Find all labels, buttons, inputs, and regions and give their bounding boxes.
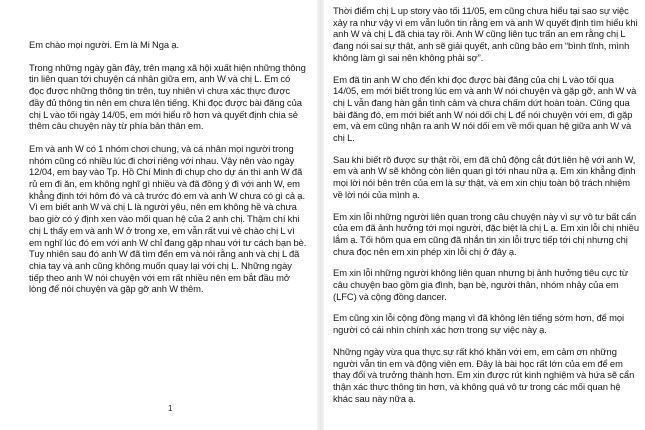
page-number: 1 [168,404,173,413]
apology-paragraph: Em xin lỗi những người liên quan trong câu chuyện này vì sự vô tư bất cẩn của em đã ảnh hưởng tới mọi người, đặc biệt là chị L ạ. Em xin lỗi chị nhiều lắm ạ. Tối hôm qua em cũng đã nhắn tin xin lỗi trực tiếp tới chị nhưng chị chưa đọc nên em xin phép xin lỗi chị ở đây ạ. [333,210,639,257]
story-paragraph: Em và anh W có 1 nhóm chơi chung, và cá nhân mọi người trong nhóm cũng có nhiều lúc đi chơi riêng với nhau. Vậy nên vào ngày 12/04, em bay vào Tp. Hồ Chí Minh đi chụp cho dự án thì anh W đã rủ em đi ăn, em không nghĩ gì nhiều và đã đồng ý đi với anh W, em khẳng định tới hôm đó và cả trước đó em và anh W chưa có gì cả ạ. Vì em biết anh W và chị L là người yêu, nên em không hề và chưa bao giờ có ý định xen vào mối quan hệ của 2 anh chị. Thậm chí khi chị L thấy em và anh W ở trong xe, em vẫn rất vui vẻ chào chị L vì em nghĩ lúc đó em với anh W chỉ đang gặp nhau với tư cách bạn bè. Tuy nhiên sau đó anh W đã tìm đến em và nói rằng anh và chị L đã chia tay và anh cũng không muốn quay lại với chị L. Những ngày tiếp theo anh W nói chuyện với em rất nhiều nên em bắt đầu mở lòng để nói chuyện và gặp gỡ anh W thêm. [29,142,307,295]
apology-others-paragraph: Em xin lỗi những người không liên quan nhưng bị ảnh hưởng tiêu cực từ câu chuyện bao gồm gia đình, bạn bè, người thân, nhóm nhảy của em (LFC) và cộng đồng dancer. [333,267,629,302]
right-page [324,0,645,430]
story-paragraph-continued: Thời điểm chị L up story vào tối 11/05, em cũng chưa hiểu tại sao sự việc xảy ra như vậy vì em vẫn luôn tin rằng em và anh W quyết định tìm hiểu khi anh W và chị L đã chia tay rồi. Anh W cũng liên tục trấn an em rằng chị L đang nói sai sự thật, anh sẽ giải quyết, anh cũng bảo em “bình tĩnh, mình không làm gì sai nên không phải sợ”. [333,5,638,63]
apology-community-paragraph: Em cũng xin lỗi cộng đồng mạng vì đã không lên tiếng sớm hơn, để mọi người có cái nhìn chính xác hơn trong sự việc này ạ. [333,312,625,336]
intro-paragraph: Trong những ngày gần đây, trên mạng xã hội xuất hiện những thông tin liên quan tới chuyện cá nhân giữa em, anh W và chị L. Em có đọc được những thông tin trên, tuy nhiên vì chưa xác thực được đầy đủ thông tin nên em chưa lên tiếng. Khi đọc được bài đăng của chị L vào tối ngày 14/05, em mới hiểu rõ hơn và quyết định chia sẻ thêm câu chuyện này từ phía bản thân em. [29,61,306,132]
discovery-paragraph: Em đã tin anh W cho đến khi đọc được bài đăng của chị L vào tối qua 14/05, em mới biết trong lúc em và anh W nói chuyện và gặp gỡ, anh W và chị L vẫn đang hàn gắn tình cảm và chưa chấm dứt hoàn toàn. Cũng qua bài đăng đó, em mới biết anh W nói dối chị L để nói chuyện với em, đi gặp em, và em cũng nhận ra anh W nói dối em về mối quan hệ giữa anh W và chị L. [333,73,637,144]
greeting-paragraph: Em chào mọi người. Em là Mi Nga ạ. [29,39,180,50]
closing-paragraph: Những ngày vừa qua thực sự rất khó khăn với em, em cảm ơn những người vẫn tin em và động viên em. Đây là bài học rất lớn của em để em thay đổi và trưởng thành hơn. Em xin được rút kinh nghiệm và hứa sẽ cẩn thận xác thực thông tin hơn, và không quá vô tư trong các mối quan hệ khác sau này nữa ạ. [333,345,635,404]
page-gutter [317,0,324,430]
left-page [0,0,317,430]
statement-paragraph: Sau khi biết rõ được sự thật rồi, em đã chủ động cắt đứt liên hệ với anh W, em và anh W sẽ không còn liên quan gì tới nhau nữa ạ. Em xin khẳng định mọi lời nói bên trên của em là sự thật, và em xin chịu toàn bộ trách nhiệm về lời nói của mình ạ. [333,153,636,200]
